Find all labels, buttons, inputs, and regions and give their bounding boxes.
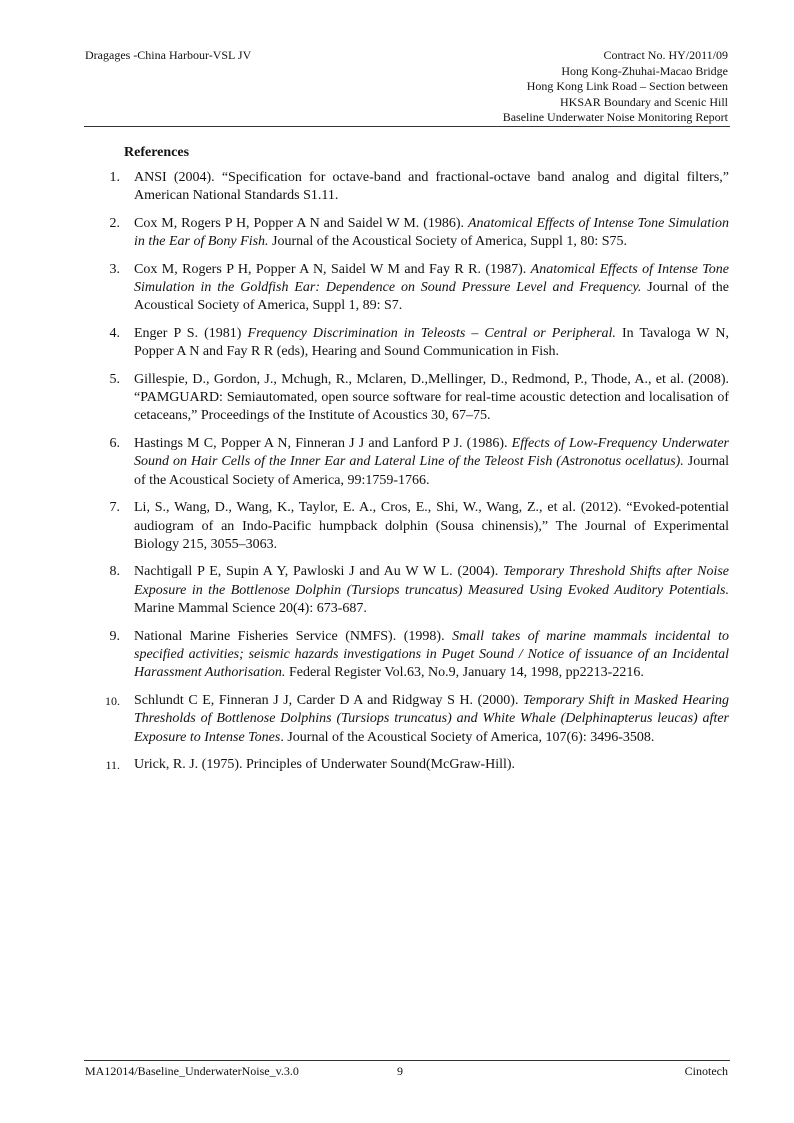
reference-text <box>134 436 729 488</box>
reference-number: 5. <box>109 371 120 387</box>
reference-number: 10. <box>105 693 120 708</box>
footer-company: Cinotech <box>684 1064 728 1078</box>
reference-number: 9. <box>109 628 120 644</box>
reference-title-italic: Anatomical Effects of Intense Tone Simulation in the Goldfish Ear: Dependence on Sound Pressure Level and Frequency. <box>134 261 729 296</box>
reference-text <box>134 500 729 552</box>
reference-number: 7. <box>109 500 120 516</box>
reference-text <box>134 262 729 314</box>
reference-text-segment: Enger P S. (1981) <box>134 325 248 341</box>
reference-number: 3. <box>109 261 120 277</box>
reference-item <box>96 628 729 683</box>
reference-text-segment: Schlundt C E, Finneran J J, Carder D A and Ridgway S H. (2000). <box>134 692 524 708</box>
reference-text-segment: Li, S., Wang, D., Wang, K., Taylor, E. A., Cros, E., Shi, W., Wang, Z., et al. (2012). “Evoked-potential audiogram of an Indo-Pacific humpback dolphin (Sousa chinensis),” The Journal of Experimental Biology 215, 3055–3063. <box>134 500 729 552</box>
reference-text-segment: Cox M, Rogers P H, Popper A N, Saidel W M and Fay R R. (1987). <box>134 261 531 277</box>
reference-title-italic: Temporary Threshold Shifts after Noise Exposure in the Bottlenose Dolphin (Tursiops truncatus) Measured Using Evoked Auditory Potentials. <box>134 564 729 598</box>
reference-title-italic: Temporary Shift in Masked Hearing Thresholds of Bottlenose Dolphins (Tursiops truncatus) and White Whale (Delphinapterus leucas) after Exposure to Intense Tones <box>134 692 729 745</box>
reference-text-segment: National Marine Fisheries Service (NMFS). (1998). <box>134 628 453 644</box>
reference-item <box>96 756 729 774</box>
reference-text-segment: Journal of the Acoustical Society of America, Suppl 1, 80: S75. <box>268 234 628 250</box>
reference-title-italic: Small takes of marine mammals incidental to specified activities; seismic hazards investigations in Puget Sound / Notice of issuance of an Incidental Harassment Authorisation. <box>134 628 729 681</box>
header-left: Dragages -China Harbour-VSL JV <box>85 48 252 62</box>
reference-text-segment: Cox M, Rogers P H, Popper A N and Saidel W M. (1986). <box>134 215 468 231</box>
reference-item <box>96 215 729 252</box>
reference-text-segment: Urick, R. J. (1975). Principles of Underwater Sound(McGraw-Hill). <box>134 756 516 772</box>
reference-item <box>96 261 729 316</box>
reference-item <box>96 692 729 747</box>
reference-text-segment: In Tavaloga W N, Popper A N and Fay R R (eds), Hearing and Sound Communication in Fish. <box>134 325 729 360</box>
header-boundary-line: HKSAR Boundary and Scenic Hill <box>560 94 728 109</box>
header-right <box>503 48 728 126</box>
header-divider <box>84 126 730 127</box>
reference-text <box>134 372 729 424</box>
reference-text-segment: Journal of the Acoustical Society of America, Suppl 1, 89: S7. <box>134 280 729 314</box>
reference-text <box>134 693 729 745</box>
footer-divider <box>84 1060 730 1061</box>
reference-list <box>96 169 729 783</box>
section-title: References <box>124 145 190 160</box>
reference-text <box>134 564 729 616</box>
reference-text <box>134 629 729 681</box>
reference-text-segment: Hastings M C, Popper A N, Finneran J J and Lanford P J. (1986). <box>134 435 512 451</box>
reference-title-italic: Effects of Low-Frequency Underwater Sound on Hair Cells of the Inner Ear and Lateral Line of the Teleost Fish (Astronotus ocellatus). <box>134 435 729 470</box>
reference-number: 6. <box>109 435 120 451</box>
header-project-line: Hong Kong-Zhuhai-Macao Bridge <box>561 63 728 78</box>
reference-number: 11. <box>105 757 120 772</box>
reference-number: 8. <box>109 564 120 580</box>
reference-text-segment: ANSI (2004). “Specification for octave-band and fractional-octave band analog and digital filters,” American National Standards S1.11. <box>134 170 729 204</box>
page-number: 9 <box>397 1064 403 1078</box>
reference-title-italic: Anatomical Effects of Intense Tone Simulation in the Ear of Bony Fish. <box>134 215 729 250</box>
reference-text-segment: Journal of the Acoustical Society of America, 99:1759-1766. <box>134 454 729 488</box>
reference-item <box>96 169 729 206</box>
reference-text <box>134 326 729 359</box>
header-section-line: Hong Kong Link Road – Section between <box>526 79 728 93</box>
reference-text <box>134 216 729 249</box>
reference-text-segment: Gillespie, D., Gordon, J., Mchugh, R., Mclaren, D.,Mellinger, D., Redmond, P., Thode, A., et al. (2008). “PAMGUARD: Semiautomated, open source software for real-time acoustic detection and localisation of cetaceans,” Proceedings of the Institute of Acoustics 30, 67–75. <box>134 371 729 424</box>
reference-text-segment: Marine Mammal Science 20(4): 673-687. <box>134 601 367 617</box>
reference-item <box>96 499 729 554</box>
reference-item <box>96 563 729 618</box>
reference-text-segment: Federal Register Vol.63, No.9, January 14, 1998, pp2213-2216. <box>285 665 644 681</box>
reference-item <box>96 325 729 362</box>
reference-item <box>96 435 729 490</box>
reference-title-italic: Frequency Discrimination in Teleosts – Central or Peripheral. <box>247 325 616 341</box>
reference-text <box>134 757 515 772</box>
reference-number: 2. <box>109 215 120 231</box>
reference-number: 1. <box>109 170 120 185</box>
reference-text-segment: . Journal of the Acoustical Society of America, 107(6): 3496-3508. <box>280 729 655 745</box>
header-report-line: Baseline Underwater Noise Monitoring Report <box>502 110 728 124</box>
reference-text-segment: Nachtigall P E, Supin A Y, Pawloski J and Au W W L. (2004). <box>134 564 504 580</box>
reference-text <box>134 170 729 203</box>
header-contract-line: Contract No. HY/2011/09 <box>603 48 728 62</box>
footer-document-id: MA12014/Baseline_UnderwaterNoise_v.3.0 <box>85 1064 299 1078</box>
reference-number: 4. <box>109 325 120 341</box>
reference-item <box>96 371 729 426</box>
